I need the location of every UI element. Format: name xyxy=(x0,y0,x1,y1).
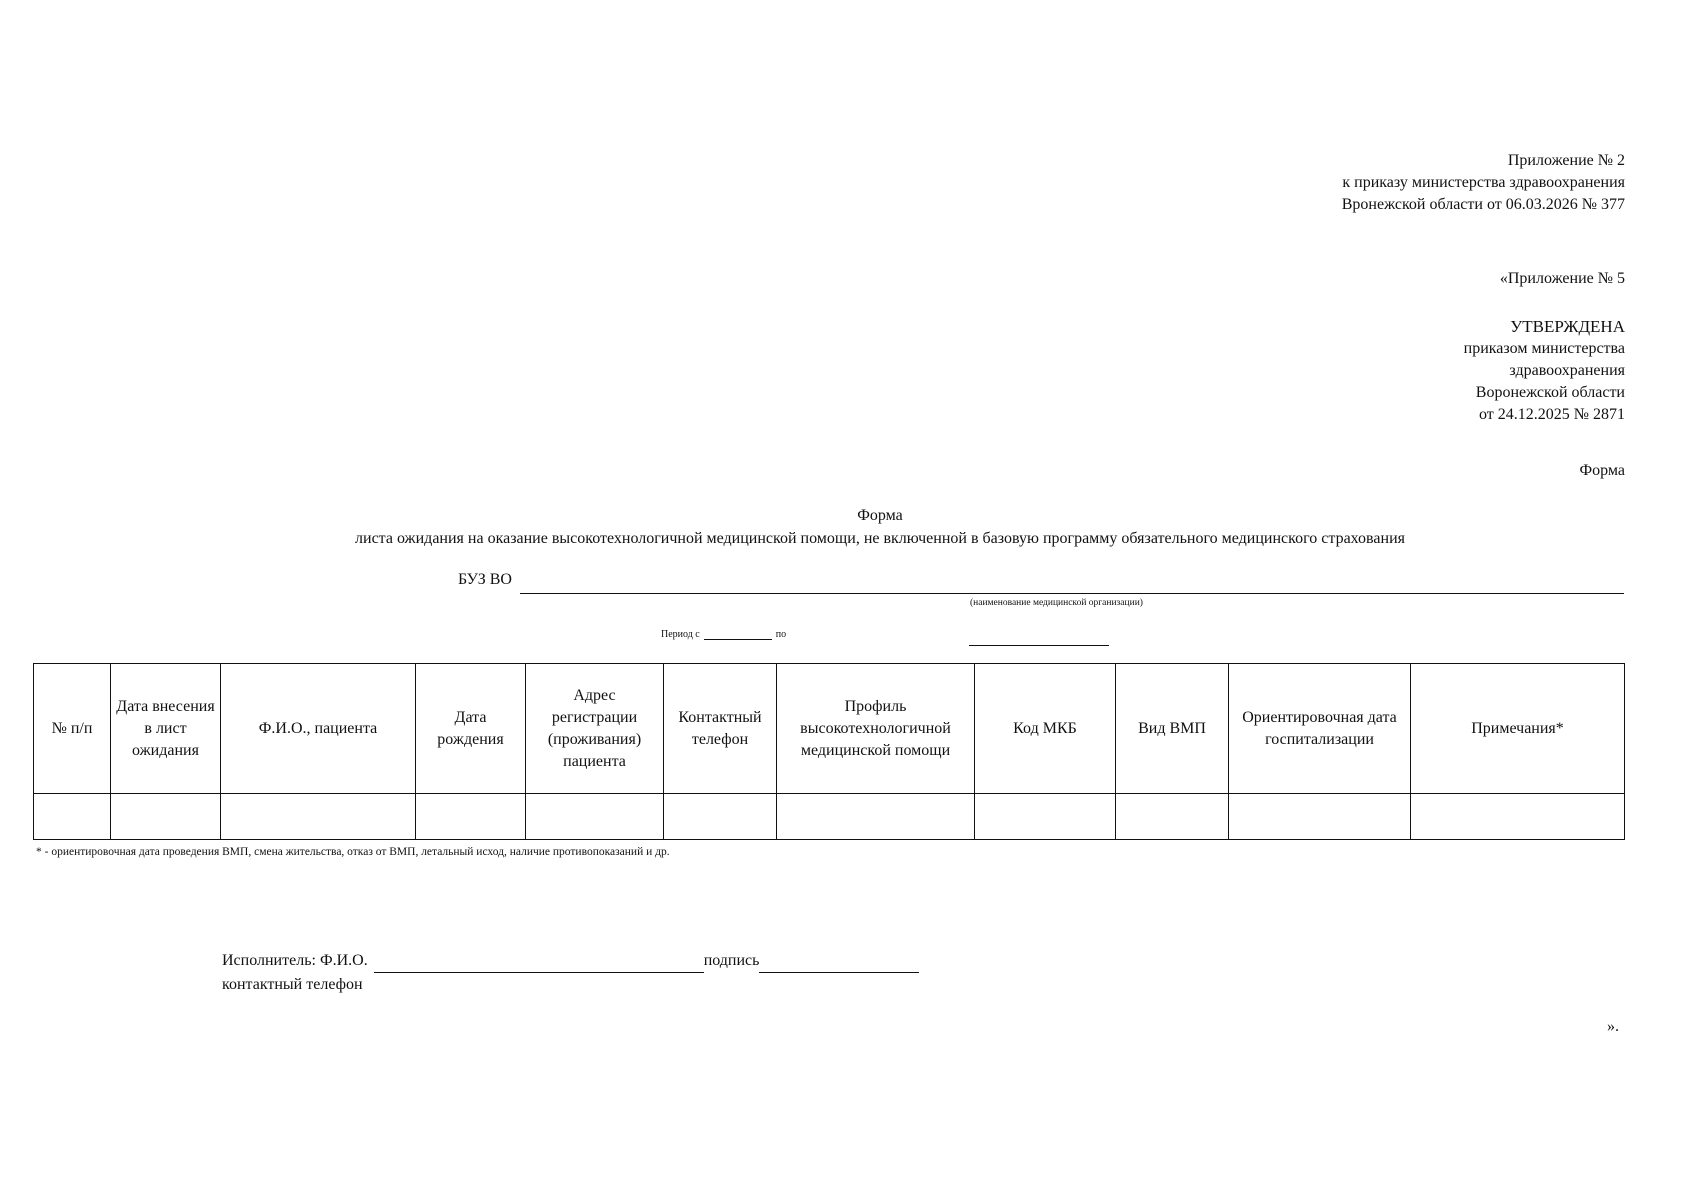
approval-line-1: УТВЕРЖДЕНА xyxy=(1510,317,1625,336)
waiting-list-table xyxy=(33,663,1625,840)
cell-birth-date[interactable] xyxy=(416,794,526,840)
approval-block xyxy=(1464,316,1625,426)
header-entry-date: Дата внесения в лист ожидания xyxy=(111,664,221,794)
cell-icd-code[interactable] xyxy=(975,794,1116,840)
header-profile: Профиль высокотехнологичной медицинской помощи xyxy=(777,664,975,794)
approval-line-2: приказом министерства xyxy=(1463,340,1625,357)
organization-field-line[interactable] xyxy=(520,593,1624,594)
executor-name-label: Исполнитель: Ф.И.О. xyxy=(222,952,368,969)
header-vmp-type: Вид ВМП xyxy=(1116,664,1229,794)
organization-label: БУЗ ВО xyxy=(458,571,512,588)
executor-block xyxy=(222,949,919,997)
header-birth-date: Дата рождения xyxy=(416,664,526,794)
header-hospitalization-date: Ориентировочная дата госпитализации xyxy=(1229,664,1411,794)
approval-line-3: здравоохранения xyxy=(1509,362,1625,379)
executor-signature-label: подпись xyxy=(703,952,760,969)
annex-5-header xyxy=(1500,268,1625,290)
executor-signature-field[interactable] xyxy=(759,954,919,973)
executor-row xyxy=(222,949,919,973)
annex-2-line-3: Вронежской области от 06.03.2026 № 377 xyxy=(1341,196,1625,213)
executor-name-field[interactable] xyxy=(374,954,704,973)
closing-quote: ». xyxy=(1607,1018,1619,1035)
cell-entry-date[interactable] xyxy=(111,794,221,840)
annex-2-header xyxy=(1342,150,1625,216)
header-patient-name: Ф.И.О., пациента xyxy=(221,664,416,794)
form-label: Форма xyxy=(1579,462,1625,479)
cell-hospitalization-date[interactable] xyxy=(1229,794,1411,840)
organization-caption: (наименование медицинской организации) xyxy=(970,598,1143,608)
cell-profile[interactable] xyxy=(777,794,975,840)
annex-5-line-1: «Приложение № 5 xyxy=(1499,270,1625,287)
footnote: * - ориентировочная дата проведения ВМП, смена жительства, отказ от ВМП, летальный исход, наличие противопоказаний и др. xyxy=(36,846,670,858)
title-line-1: Форма xyxy=(857,507,903,524)
table-row xyxy=(34,794,1625,840)
cell-patient-name[interactable] xyxy=(221,794,416,840)
cell-phone[interactable] xyxy=(664,794,777,840)
cell-vmp-type[interactable] xyxy=(1116,794,1229,840)
header-notes: Примечания* xyxy=(1411,664,1625,794)
cell-number[interactable] xyxy=(34,794,111,840)
annex-2-line-1: Приложение № 2 xyxy=(1507,152,1625,169)
cell-address[interactable] xyxy=(526,794,664,840)
approval-line-5: от 24.12.2025 № 2871 xyxy=(1478,406,1625,423)
header-phone: Контактный телефон xyxy=(664,664,777,794)
document-title xyxy=(300,504,1460,550)
period-to-field[interactable] xyxy=(969,645,1109,646)
organization-row xyxy=(458,569,1624,595)
period-row xyxy=(661,629,786,640)
table-header-row xyxy=(34,664,1625,794)
title-line-2: листа ожидания на оказание высокотехнологичной медицинской помощи, не включенной в базовую программу обязательного медицинского страхования xyxy=(355,530,1405,547)
period-from-field[interactable] xyxy=(704,629,772,640)
cell-notes[interactable] xyxy=(1411,794,1625,840)
period-to-label: по xyxy=(775,629,787,640)
period-from-label: Период с xyxy=(661,629,700,640)
executor-phone-label: контактный телефон xyxy=(222,976,363,993)
approval-line-4: Воронежской области xyxy=(1475,384,1625,401)
header-number: № п/п xyxy=(34,664,111,794)
annex-2-line-2: к приказу министерства здравоохранения xyxy=(1342,174,1625,191)
header-icd-code: Код МКБ xyxy=(975,664,1116,794)
header-address: Адрес регистрации (проживания) пациента xyxy=(526,664,664,794)
